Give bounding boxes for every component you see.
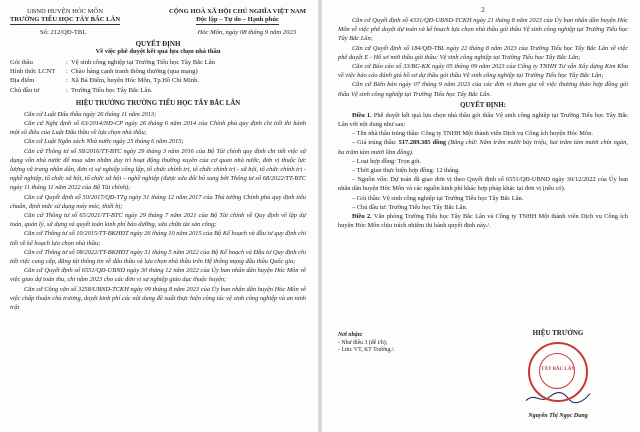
funding-source: – Nguồn vốn: Dự toán đã giao đơn vị theo Quyết định số 6551/QĐ-UBND ngày 30/12/2022 của Ủy ban nhân dân huyện Hóc Môn và các nguồn kinh phí khác hợp pháp khác tại đơn vị (nếu có). bbox=[338, 176, 628, 193]
legal-basis: Căn cứ Công văn số 3258/UBND-TCKH ngày 09 tháng 8 năm 2023 của Ủy ban nhân dân huyện Hóc Môn về việc chấp thuận chủ trương, duyệt kinh phí các nội dung đề xuất thực hiện công tác vệ sinh công nghiệp và an ninh trật bbox=[10, 285, 306, 312]
article-1-text: Phê duyệt kết quả lựa chọn nhà thầu gói thầu Vệ sinh công nghiệp tại Trường Tiểu học Tây Bắc Lân với nội dung như sau: bbox=[338, 111, 628, 129]
recipients-block bbox=[338, 332, 395, 421]
article-2 bbox=[338, 212, 628, 230]
issuer-name: TRƯỜNG TIỂU HỌC TÂY BẮC LÂN bbox=[10, 16, 121, 23]
article-2-text: Văn phòng Trường Tiểu học Tây Bắc Lân và Công ty TNHH Một thành viên Dịch vụ Công ích huyện Hóc Môn chịu trách nhiệm thi hành quyết định này./. bbox=[338, 213, 628, 230]
signer-position: HIỆU TRƯỞNG bbox=[532, 329, 584, 337]
price-label: – Giá trúng thầu: bbox=[352, 139, 399, 147]
winning-price bbox=[338, 138, 628, 156]
article-1-heading: Điều 1. bbox=[352, 111, 372, 119]
legal-basis: Căn cứ Quyết định số 184/QĐ-TBL ngày 22 tháng 8 năm 2023 của Trường Tiểu học Tây Bắc Lân về việc phê duyệt E - Hồ sơ mời thầu gói thầu: Vệ sinh công nghiệp tại Trường Tiểu học Tây Bắc Lân; bbox=[338, 44, 628, 61]
package-name: – Gói thầu: Vệ sinh công nghiệp tại Trường Tiểu học Tây Bắc Lân. bbox=[352, 194, 524, 202]
place-date: Hóc Môn, ngày 08 tháng 9 năm 2023 bbox=[197, 29, 296, 36]
document-title: QUYẾT ĐỊNH bbox=[135, 40, 181, 48]
contract-type: – Loại hợp đồng: Trọn gói. bbox=[352, 157, 422, 165]
document-page-2 bbox=[322, 0, 640, 432]
article-1 bbox=[338, 111, 628, 129]
issuer-block bbox=[10, 8, 120, 25]
legal-basis: Căn cứ Quyết định số 6551/QĐ-UBND ngày 30 tháng 12 năm 2022 của Ủy ban nhân dân huyện Hóc Môn về việc giao dự toán thu, chi năm 2023 cho các đơn vị sự nghiệp giáo dục thuộc huyện; bbox=[10, 267, 306, 284]
document-header bbox=[10, 8, 306, 25]
legal-basis: Căn cứ Quyết định số 4331/QĐ-UBND-TCKH ngày 21 tháng 8 năm 2023 của Ủy ban nhân dân huyện Hóc Môn về việc phê duyệt dự toán và kế hoạch lựa chọn nhà thầu gói thầu Vệ sinh công nghiệp tại Trường Tiểu học Tây Bắc Lân; bbox=[338, 17, 628, 43]
winning-contractor: – Tên nhà thầu trúng thầu: Công ty TNHH Một thành viên Dịch vụ Công ích huyện Hóc Môn. bbox=[352, 130, 593, 138]
document-number: Số: 212/QĐ-TBL bbox=[40, 29, 87, 36]
legal-basis: Căn cứ Thông tư số 10/2015/TT-BKHĐT ngày 26 tháng 10 năm 2015 của Bộ Kế hoạch và đầu tư quy định chi tiết về kế hoạch lựa chọn nhà thầu; bbox=[10, 230, 306, 247]
country-name: CỘNG HOÀ XÃ HỘI CHỦ NGHĨA VIỆT NAM bbox=[169, 8, 306, 15]
package-info: Gói thầu : Vệ sinh công nghiệp tại Trường Tiểu học Tây Bắc Lân Hình thức LCNT : Chào hàng cạnh tranh thông thường (qua mạng) Địa điểm : Xã Bà Điểm, huyện Hóc Môn, Tp.Hồ Chí Minh. Chủ đầu tư : Trường Tiểu học Tây Bắc Lân. bbox=[10, 58, 306, 95]
legal-basis: Căn cứ Báo cáo số 33/BC-KK ngày 05 tháng 09 năm 2023 của Công ty TNHH Tư vấn Xây dựng Kim Kha về việc báo cáo đánh giá hồ sơ dự thầu gói thầu Vệ sinh công nghiệp tại Trường Tiểu học Tây Bắc Lân; bbox=[338, 63, 628, 80]
legal-basis: Căn cứ Biên bản ngày 07 tháng 9 năm 2023 của các đơn vị tham gia về việc thương thảo hợp đồng gói thầu Vệ sinh công nghiệp tại Trường Tiểu học Tây Bắc Lân. bbox=[338, 81, 628, 98]
document-page-1 bbox=[0, 0, 318, 432]
info-key: Chủ đầu tư bbox=[10, 86, 40, 94]
contract-duration: – Thời gian thực hiện hợp đồng: 12 tháng. bbox=[352, 167, 460, 175]
legal-basis: Căn cứ Thông tư số 08/2022/TT-BKHĐT ngày 31 tháng 5 năm 2022 của Bộ Kế hoạch và Đầu tư Quy định chi tiết việc cung cấp, đăng tải thông tin về đấu thầu và lựa chọn nhà thầu trên Hệ thống mạng đấu thầu Quốc gia; bbox=[10, 248, 306, 266]
info-value: Xã Bà Điểm, huyện Hóc Môn, Tp.Hồ Chí Minh. bbox=[71, 77, 200, 85]
document-footer bbox=[338, 329, 628, 421]
article-2-heading: Điều 2. bbox=[352, 213, 372, 221]
issuing-authority: HIỆU TRƯỞNG TRƯỜNG TIỂU HỌC TÂY BẮC LÂN bbox=[75, 99, 241, 107]
legal-basis: Căn cứ Quyết định số 50/2017/QĐ-TTg ngày 31 tháng 12 năm 2017 của Thủ tướng Chính phủ quy định tiêu chuẩn, định mức sử dụng máy móc, thiết bị; bbox=[10, 193, 306, 210]
price-in-words: (Bằng chữ: Năm trăm mười bảy triệu, hai trăm tám mươi chín ngàn, ba trăm tám mươi lăm đồng). bbox=[338, 139, 628, 156]
stamp-text: TÂY BẮC LÂN bbox=[541, 366, 575, 372]
investor: – Chủ đầu tư: Trường Tiểu học Tây Bắc Lân. bbox=[352, 203, 468, 211]
legal-basis: Căn cứ Thông tư số 58/2016/TT-BTC ngày 29 tháng 3 năm 2016 của Bộ Tài chính quy định chi tiết việc sử dụng vốn nhà nước để mua sắm nhằm duy trì hoạt động thường xuyên của cơ quan nhà nước, đơn vị thuộc lực lượng vũ trang nhân dân, đơn vị sự nghiệp công lập, tổ chức chính trị, tổ chức chính trị - xã hội, tổ chức chính trị - nghề nghiệp, tổ chức xã hội, tổ chức xã hội – nghề nghiệp (được sửa đổi bổ sung bởi Thông tư số 68/2022/TT-BTC ngày 11 tháng 11 năm 2022 của Bộ Tài chính); bbox=[10, 147, 306, 192]
info-value: Trường Tiểu học Tây Bắc Lân. bbox=[71, 86, 153, 94]
info-value: Chào hàng cạnh tranh thông thường (qua mạng) bbox=[71, 68, 198, 76]
official-stamp bbox=[528, 342, 588, 402]
info-key: Địa điểm bbox=[10, 77, 35, 85]
recipient-item: - Như điều 3 (để t/h); bbox=[338, 339, 388, 346]
recipients-title: Nơi nhận: bbox=[338, 332, 363, 338]
legal-basis: Căn cứ Thông tư số 65/2021/TT-BTC ngày 29 tháng 7 năm 2021 của Bộ Tài chính về Quy định về lập dự toán, quản lý, sử dụng và quyết toán kinh phí bảo dưỡng, sửa chữa tài sản công; bbox=[10, 212, 306, 229]
issuer-parent: UBND HUYỆN HÓC MÔN bbox=[27, 8, 104, 15]
legal-basis: Căn cứ Luật Đấu thầu ngày 26 tháng 11 năm 2013; bbox=[24, 110, 157, 118]
legal-basis: Căn cứ Nghị định số 63/2014/NĐ-CP ngày 26 tháng 6 năm 2014 của Chính phủ quy định chi tiết thi hành một số điều của Luật Đấu thầu về lựa chọn nhà thầu; bbox=[10, 120, 306, 137]
national-title-block bbox=[169, 8, 306, 25]
national-motto: Độc lập – Tự do – Hạnh phúc bbox=[196, 16, 279, 23]
info-value: Vệ sinh công nghiệp tại Trường Tiểu học Tây Bắc Lân bbox=[71, 59, 215, 66]
document-subtitle: Về việc phê duyệt kết quả lựa chọn nhà thầu bbox=[95, 48, 221, 55]
price-value: 517.289.385 đồng bbox=[398, 139, 447, 147]
signer-name: Nguyễn Thị Ngọc Dung bbox=[528, 413, 588, 420]
decision-heading: QUYẾT ĐỊNH: bbox=[460, 101, 506, 109]
info-key: Gói thầu bbox=[10, 59, 33, 66]
recipient-item: - Lưu: VT, KT Trường./. bbox=[338, 347, 395, 354]
legal-basis: Căn cứ Luật Ngân sách Nhà nước ngày 25 tháng 6 năm 2015; bbox=[24, 138, 184, 146]
info-key: Hình thức LCNT bbox=[10, 68, 56, 76]
page-number: 2 bbox=[481, 6, 485, 14]
signature-block bbox=[488, 329, 628, 421]
